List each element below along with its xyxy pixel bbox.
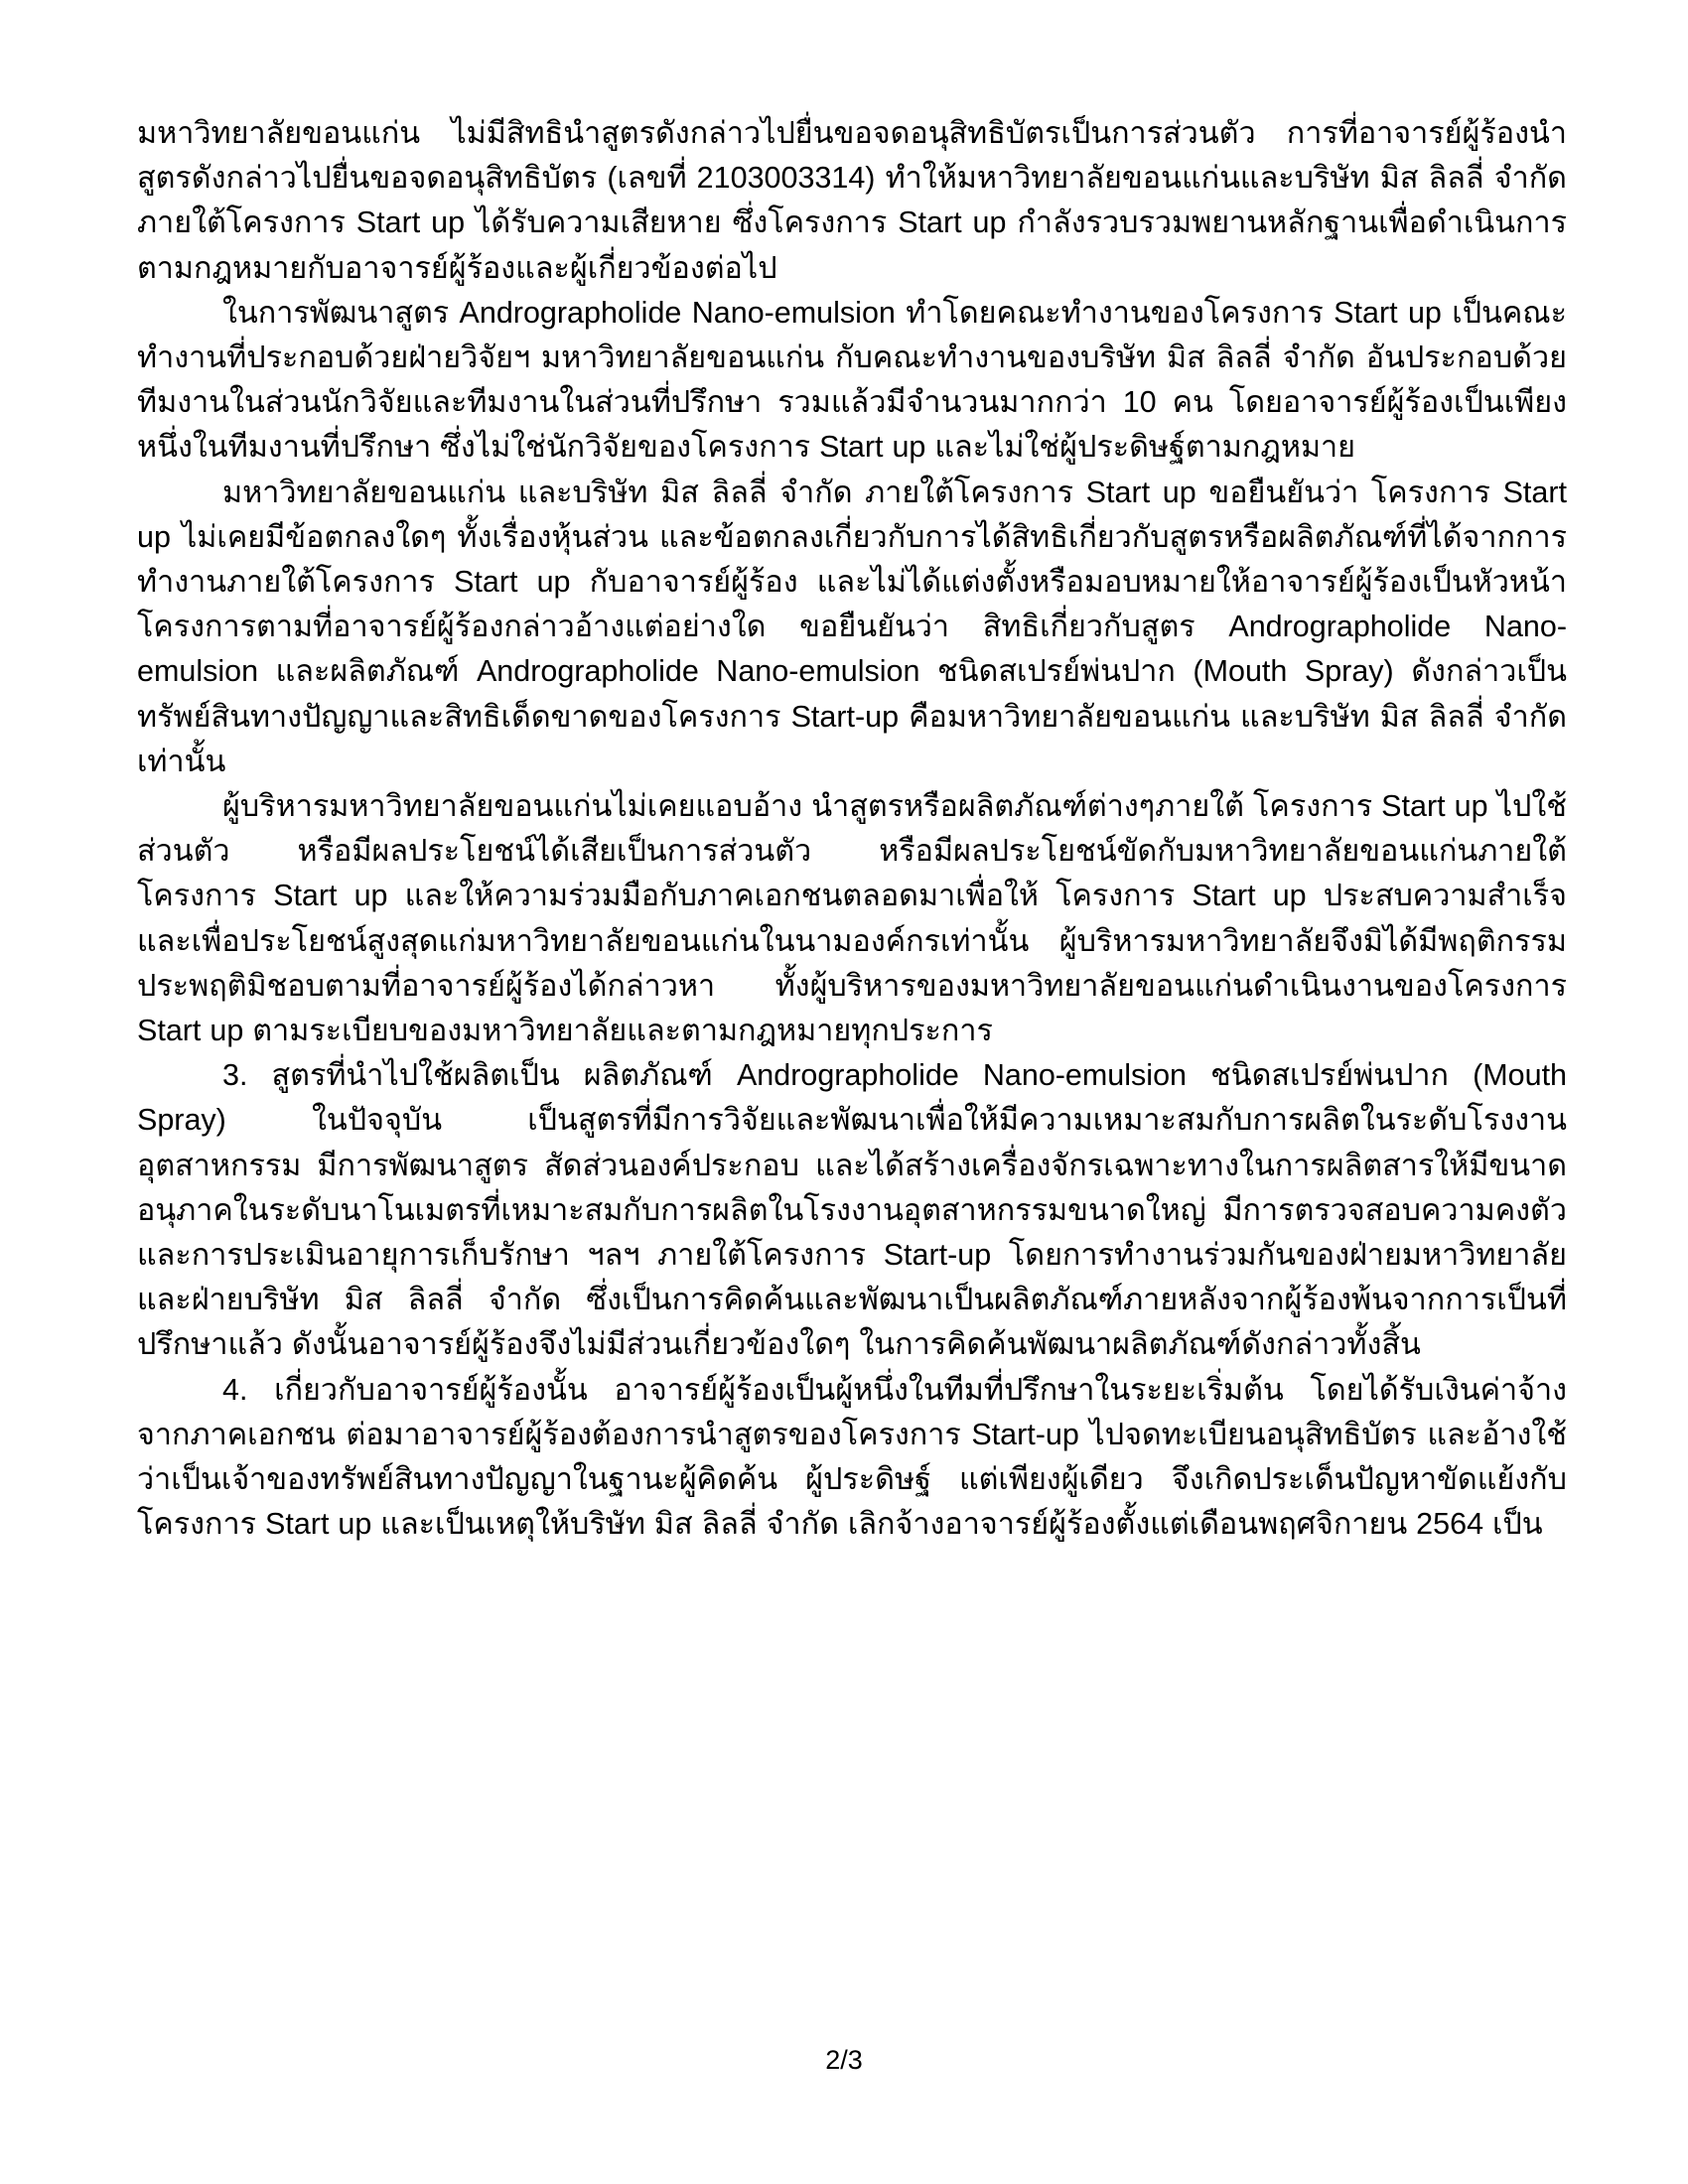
document-body: [137, 111, 1567, 1548]
paragraph-5: 3. สูตรที่นำไปใช้ผลิตเป็น ผลิตภัณฑ์ Andrographolide Nano-emulsion ชนิดสเปรย์พ่นปาก (Mouth Spray) ในปัจจุบัน เป็นสูตรที่มีการวิจัยและพัฒนาเพื่อให้มีความเหมาะสมกับการผลิตในระดับโรงงานอุตสาหกรรม มีการพัฒนาสูตร สัดส่วนองค์ประกอบ และได้สร้างเครื่องจักรเฉพาะทางในการผลิตสารให้มีขนาดอนุภาคในระดับนาโนเมตรที่เหมาะสมกับการผลิตในโรงงานอุตสาหกรรมขนาดใหญ่ มีการตรวจสอบความคงตัวและการประเมินอายุการเก็บรักษา ฯลฯ ภายใต้โครงการ Start-up โดยการทำงานร่วมกันของฝ่ายมหาวิทยาลัยและฝ่ายบริษัท มิส ลิลลี่ จำกัด ซึ่งเป็นการคิดค้นและพัฒนาเป็นผลิตภัณฑ์ภายหลังจากผู้ร้องพ้นจากการเป็นที่ปรึกษาแล้ว ดังนั้นอาจารย์ผู้ร้องจึงไม่มีส่วนเกี่ยวข้องใดๆ ในการคิดค้นพัฒนาผลิตภัณฑ์ดังกล่าวทั้งสิ้น: [137, 1058, 1567, 1362]
paragraph-2: ในการพัฒนาสูตร Andrographolide Nano-emulsion ทำโดยคณะทำงานของโครงการ Start up เป็นคณะทำงานที่ประกอบด้วยฝ่ายวิจัยฯ มหาวิทยาลัยขอนแก่น กับคณะทำงานของบริษัท มิส ลิลลี่ จำกัด อันประกอบด้วย ทีมงานในส่วนนักวิจัยและทีมงานในส่วนที่ปรึกษา รวมแล้วมีจำนวนมากกว่า 10 คน โดยอาจารย์ผู้ร้องเป็นเพียงหนึ่งในทีมงานที่ปรึกษา ซึ่งไม่ใช่นักวิจัยของโครงการ Start up และไม่ใช่ผู้ประดิษฐ์ตามกฎหมาย: [137, 295, 1567, 465]
paragraph-6: 4. เกี่ยวกับอาจารย์ผู้ร้องนั้น อาจารย์ผู้ร้องเป็นผู้หนึ่งในทีมที่ปรึกษาในระยะเริ่มต้น โดยได้รับเงินค่าจ้างจากภาคเอกชน ต่อมาอาจารย์ผู้ร้องต้องการนำสูตรของโครงการ Start-up ไปจดทะเบียนอนุสิทธิบัตร และอ้างใช้ว่าเป็นเจ้าของทรัพย์สินทางปัญญาในฐานะผู้คิดค้น ผู้ประดิษฐ์ แต่เพียงผู้เดียว จึงเกิดประเด็นปัญหาขัดแย้งกับโครงการ Start up และเป็นเหตุให้บริษัท มิส ลิลลี่ จำกัด เลิกจ้างอาจารย์ผู้ร้องตั้งแต่เดือนพฤศจิกายน 2564 เป็น: [137, 1372, 1567, 1542]
paragraph-4: ผู้บริหารมหาวิทยาลัยขอนแก่นไม่เคยแอบอ้าง นำสูตรหรือผลิตภัณฑ์ต่างๆภายใต้ โครงการ Start up ไปใช้ส่วนตัว หรือมีผลประโยชน์ได้เสียเป็นการส่วนตัว หรือมีผลประโยชน์ขัดกับมหาวิทยาลัยขอนแก่นภายใต้โครงการ Start up และให้ความร่วมมือกับภาคเอกชนตลอดมาเพื่อให้ โครงการ Start up ประสบความสำเร็จ และเพื่อประโยชน์สูงสุดแก่มหาวิทยาลัยขอนแก่นในนามองค์กรเท่านั้น ผู้บริหารมหาวิทยาลัยจึงมิได้มีพฤติกรรมประพฤติมิชอบตามที่อาจารย์ผู้ร้องได้กล่าวหา ทั้งผู้บริหารของมหาวิทยาลัยขอนแก่นดำเนินงานของโครงการ Start up ตามระเบียบของมหาวิทยาลัยและตามกฎหมายทุกประการ: [137, 789, 1567, 1048]
paragraph-1: มหาวิทยาลัยขอนแก่น ไม่มีสิทธินำสูตรดังกล่าวไปยื่นขอจดอนุสิทธิบัตรเป็นการส่วนตัว การที่อาจารย์ผู้ร้องนำสูตรดังกล่าวไปยื่นขอจดอนุสิทธิบัตร (เลขที่ 2103003314) ทำให้มหาวิทยาลัยขอนแก่นและบริษัท มิส ลิลลี่ จำกัด ภายใต้โครงการ Start up ได้รับความเสียหาย ซึ่งโครงการ Start up กำลังรวบรวมพยานหลักฐานเพื่อดำเนินการตามกฎหมายกับอาจารย์ผู้ร้องและผู้เกี่ยวข้องต่อไป: [137, 116, 1567, 285]
paragraph-3: มหาวิทยาลัยขอนแก่น และบริษัท มิส ลิลลี่ จำกัด ภายใต้โครงการ Start up ขอยืนยันว่า โครงการ Start up ไม่เคยมีข้อตกลงใดๆ ทั้งเรื่องหุ้นส่วน และข้อตกลงเกี่ยวกับการได้สิทธิเกี่ยวกับสูตรหรือผลิตภัณฑ์ที่ได้จากการทำงานภายใต้โครงการ Start up กับอาจารย์ผู้ร้อง และไม่ได้แต่งตั้งหรือมอบหมายให้อาจารย์ผู้ร้องเป็นหัวหน้าโครงการตามที่อาจารย์ผู้ร้องกล่าวอ้างแต่อย่างใด ขอยืนยันว่า สิทธิเกี่ยวกับสูตร Andrographolide Nano-emulsion และผลิตภัณฑ์ Andrographolide Nano-emulsion ชนิดสเปรย์พ่นปาก (Mouth Spray) ดังกล่าวเป็นทรัพย์สินทางปัญญาและสิทธิเด็ดขาดของโครงการ Start-up คือมหาวิทยาลัยขอนแก่น และบริษัท มิส ลิลลี่ จำกัดเท่านั้น: [137, 475, 1567, 778]
page-number-footer: 2/3: [825, 2045, 863, 2075]
